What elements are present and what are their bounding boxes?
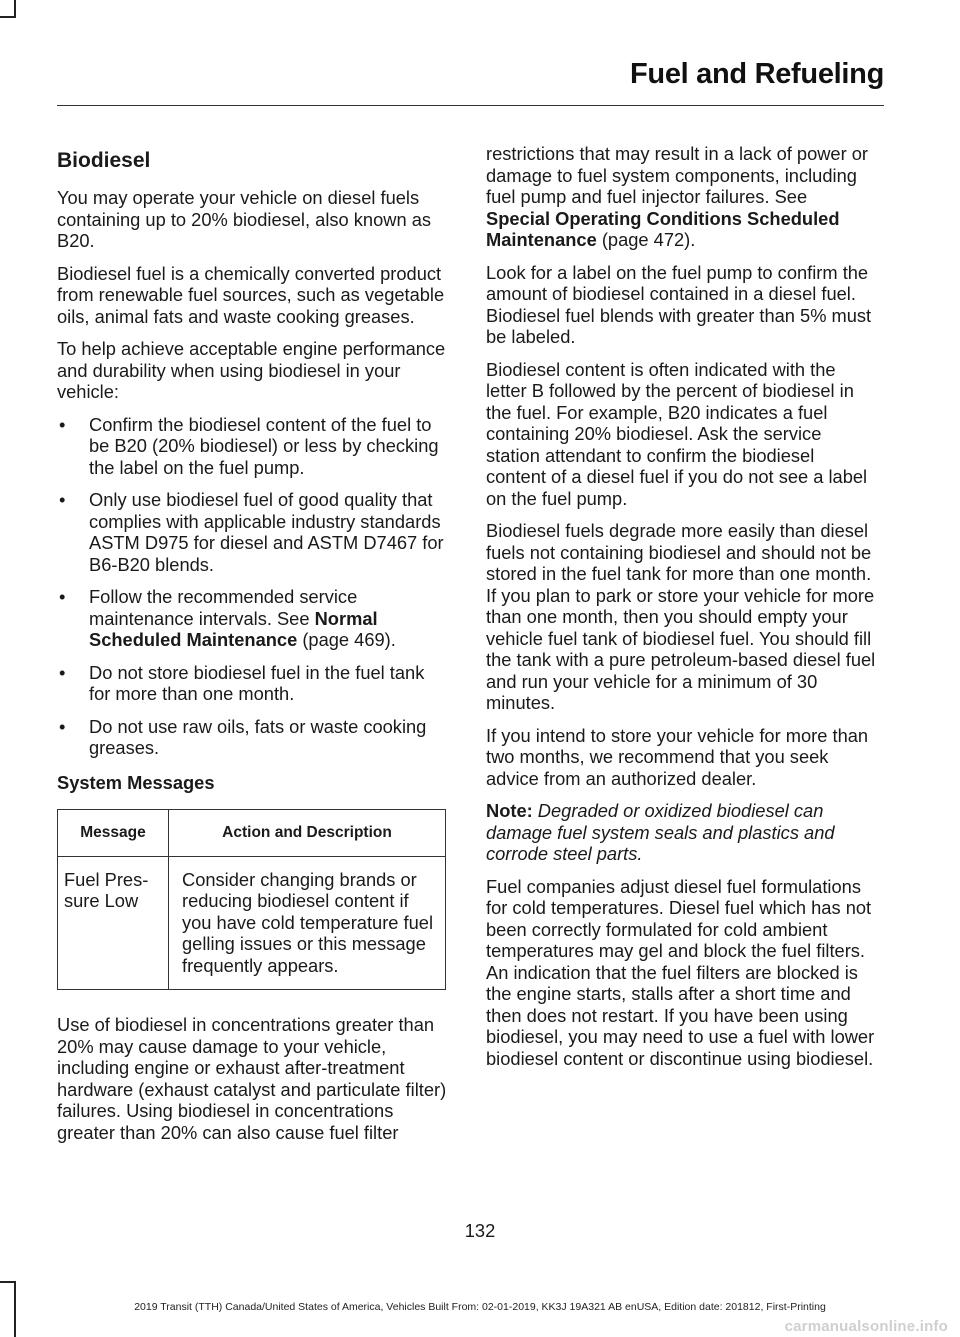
page-number: 132 (464, 1220, 496, 1241)
list-item-text: Follow the recommended service maintenance intervals. See (89, 586, 358, 629)
system-messages-table (57, 809, 446, 990)
crop-mark-bottom-vertical (14, 1281, 16, 1337)
cross-reference-link[interactable]: Special Operating Conditions Scheduled Maintenance (486, 207, 840, 250)
page-reference: (page 472). (596, 229, 696, 250)
paragraph (486, 143, 876, 251)
page-reference: (page 469). (297, 629, 396, 650)
left-column (57, 143, 447, 1154)
paragraph: Look for a label on the fuel pump to confirm the amount of biodiesel contained in a diesel fuel. Biodiesel fuel blends with greater than 5% must be labeled. (486, 261, 872, 347)
paragraph: Biodiesel fuel is a chemically converted product from renewable fuel sources, such as vegetable oils, animal fats and waste cooking greases. (57, 262, 445, 327)
column-header-action: Action and Description (169, 810, 446, 857)
paragraph: Biodiesel content is often indicated with the letter B followed by the percent of biodiesel in the fuel. For example, B20 indicates a fuel containing 20% biodiesel. Ask the service station attendant to confirm the biodiesel content of a diesel fuel if you do not see a label on the fuel pump. (486, 358, 868, 509)
crop-mark-top-horizontal (0, 16, 16, 18)
page-header-title: Fuel and Refueling (629, 58, 884, 90)
bullet-list (57, 414, 447, 759)
section-heading-biodiesel: Biodiesel (57, 149, 151, 172)
cross-reference-link[interactable]: Normal Scheduled Maintenance (89, 607, 378, 650)
watermark: carmanualsonline.info (784, 1318, 948, 1335)
list-item (57, 586, 447, 651)
paragraph-text: restrictions that may result in a lack of power or damage to fuel system components, including fuel pump and fuel injector failures. See (486, 143, 869, 207)
header-divider (57, 105, 884, 106)
paragraph: If you intend to store your vehicle for more than two months, we recommend that you seek advice from an authorized dealer. (486, 724, 869, 789)
note-label: Note: (486, 800, 533, 821)
paragraph: Biodiesel fuels degrade more easily than diesel fuels not containing biodiesel and should not be stored in the fuel tank for more than one month. If you plan to park or store your vehicle for more than one month, then you should empty your vehicle fuel tank of biodiesel fuel. You should fill the tank with a pure petroleum-based diesel fuel and run your vehicle for a minimum of 30 minutes. (486, 520, 876, 713)
crop-mark-bottom-horizontal (0, 1281, 16, 1283)
paragraph: Fuel companies adjust diesel fuel formulations for cold temperatures. Diesel fuel which has not been correctly formulated for cold ambient temperatures may gel and block the fuel filters. An indication that the fuel filters are blocked is the engine starts, stalls after a short time and then does not restart. If you have been using biodiesel, you may need to use a fuel with lower biodiesel content or discontinue using biodiesel. (486, 875, 875, 1069)
note (486, 800, 876, 865)
list-item: • Confirm the biodiesel content of the fuel to be B20 (20% biodiesel) or less by checking the label on the fuel pump. (57, 414, 447, 479)
table-header-row (58, 810, 446, 857)
footer-edition-text: 2019 Transit (TTH) Canada/United States of America, Vehicles Built From: 02-01-2019, KK3J 19A321 AB enUSA, Edition date: 201812, First-Printing (134, 1301, 826, 1313)
table-row (58, 856, 446, 990)
subheading-system-messages: System Messages (57, 771, 215, 793)
list-item: • Do not store biodiesel fuel in the fuel tank for more than one month. (57, 662, 447, 705)
column-header-message: Message (58, 810, 169, 857)
right-column (486, 143, 876, 1080)
list-item: • Do not use raw oils, fats or waste cooking greases. (57, 716, 447, 759)
note-text: Degraded or oxidized biodiesel can damage fuel system seals and plastics and corrode steel parts. (486, 800, 835, 864)
message-cell-text: Fuel Pres-sure Low (64, 868, 149, 911)
paragraph: To help achieve acceptable engine performance and durability when using biodiesel in your vehicle: (57, 338, 446, 402)
message-cell (58, 856, 169, 990)
action-cell: Consider changing brands or reducing biodiesel content if you have cold temperature fuel gelling issues or this message frequently appears. (169, 856, 446, 990)
list-item: • Only use biodiesel fuel of good quality that complies with applicable industry standards ASTM D975 for diesel and ASTM D7467 for B6-B20 blends. (57, 489, 447, 575)
paragraph: Use of biodiesel in concentrations greater than 20% may cause damage to your vehicle, including engine or exhaust after-treatment hardware (exhaust catalyst and particulate filter) failures. Using biodiesel in concentrations greater than 20% can also cause fuel filter (57, 1014, 447, 1143)
paragraph: You may operate your vehicle on diesel fuels containing up to 20% biodiesel, also known as B20. (57, 187, 431, 251)
